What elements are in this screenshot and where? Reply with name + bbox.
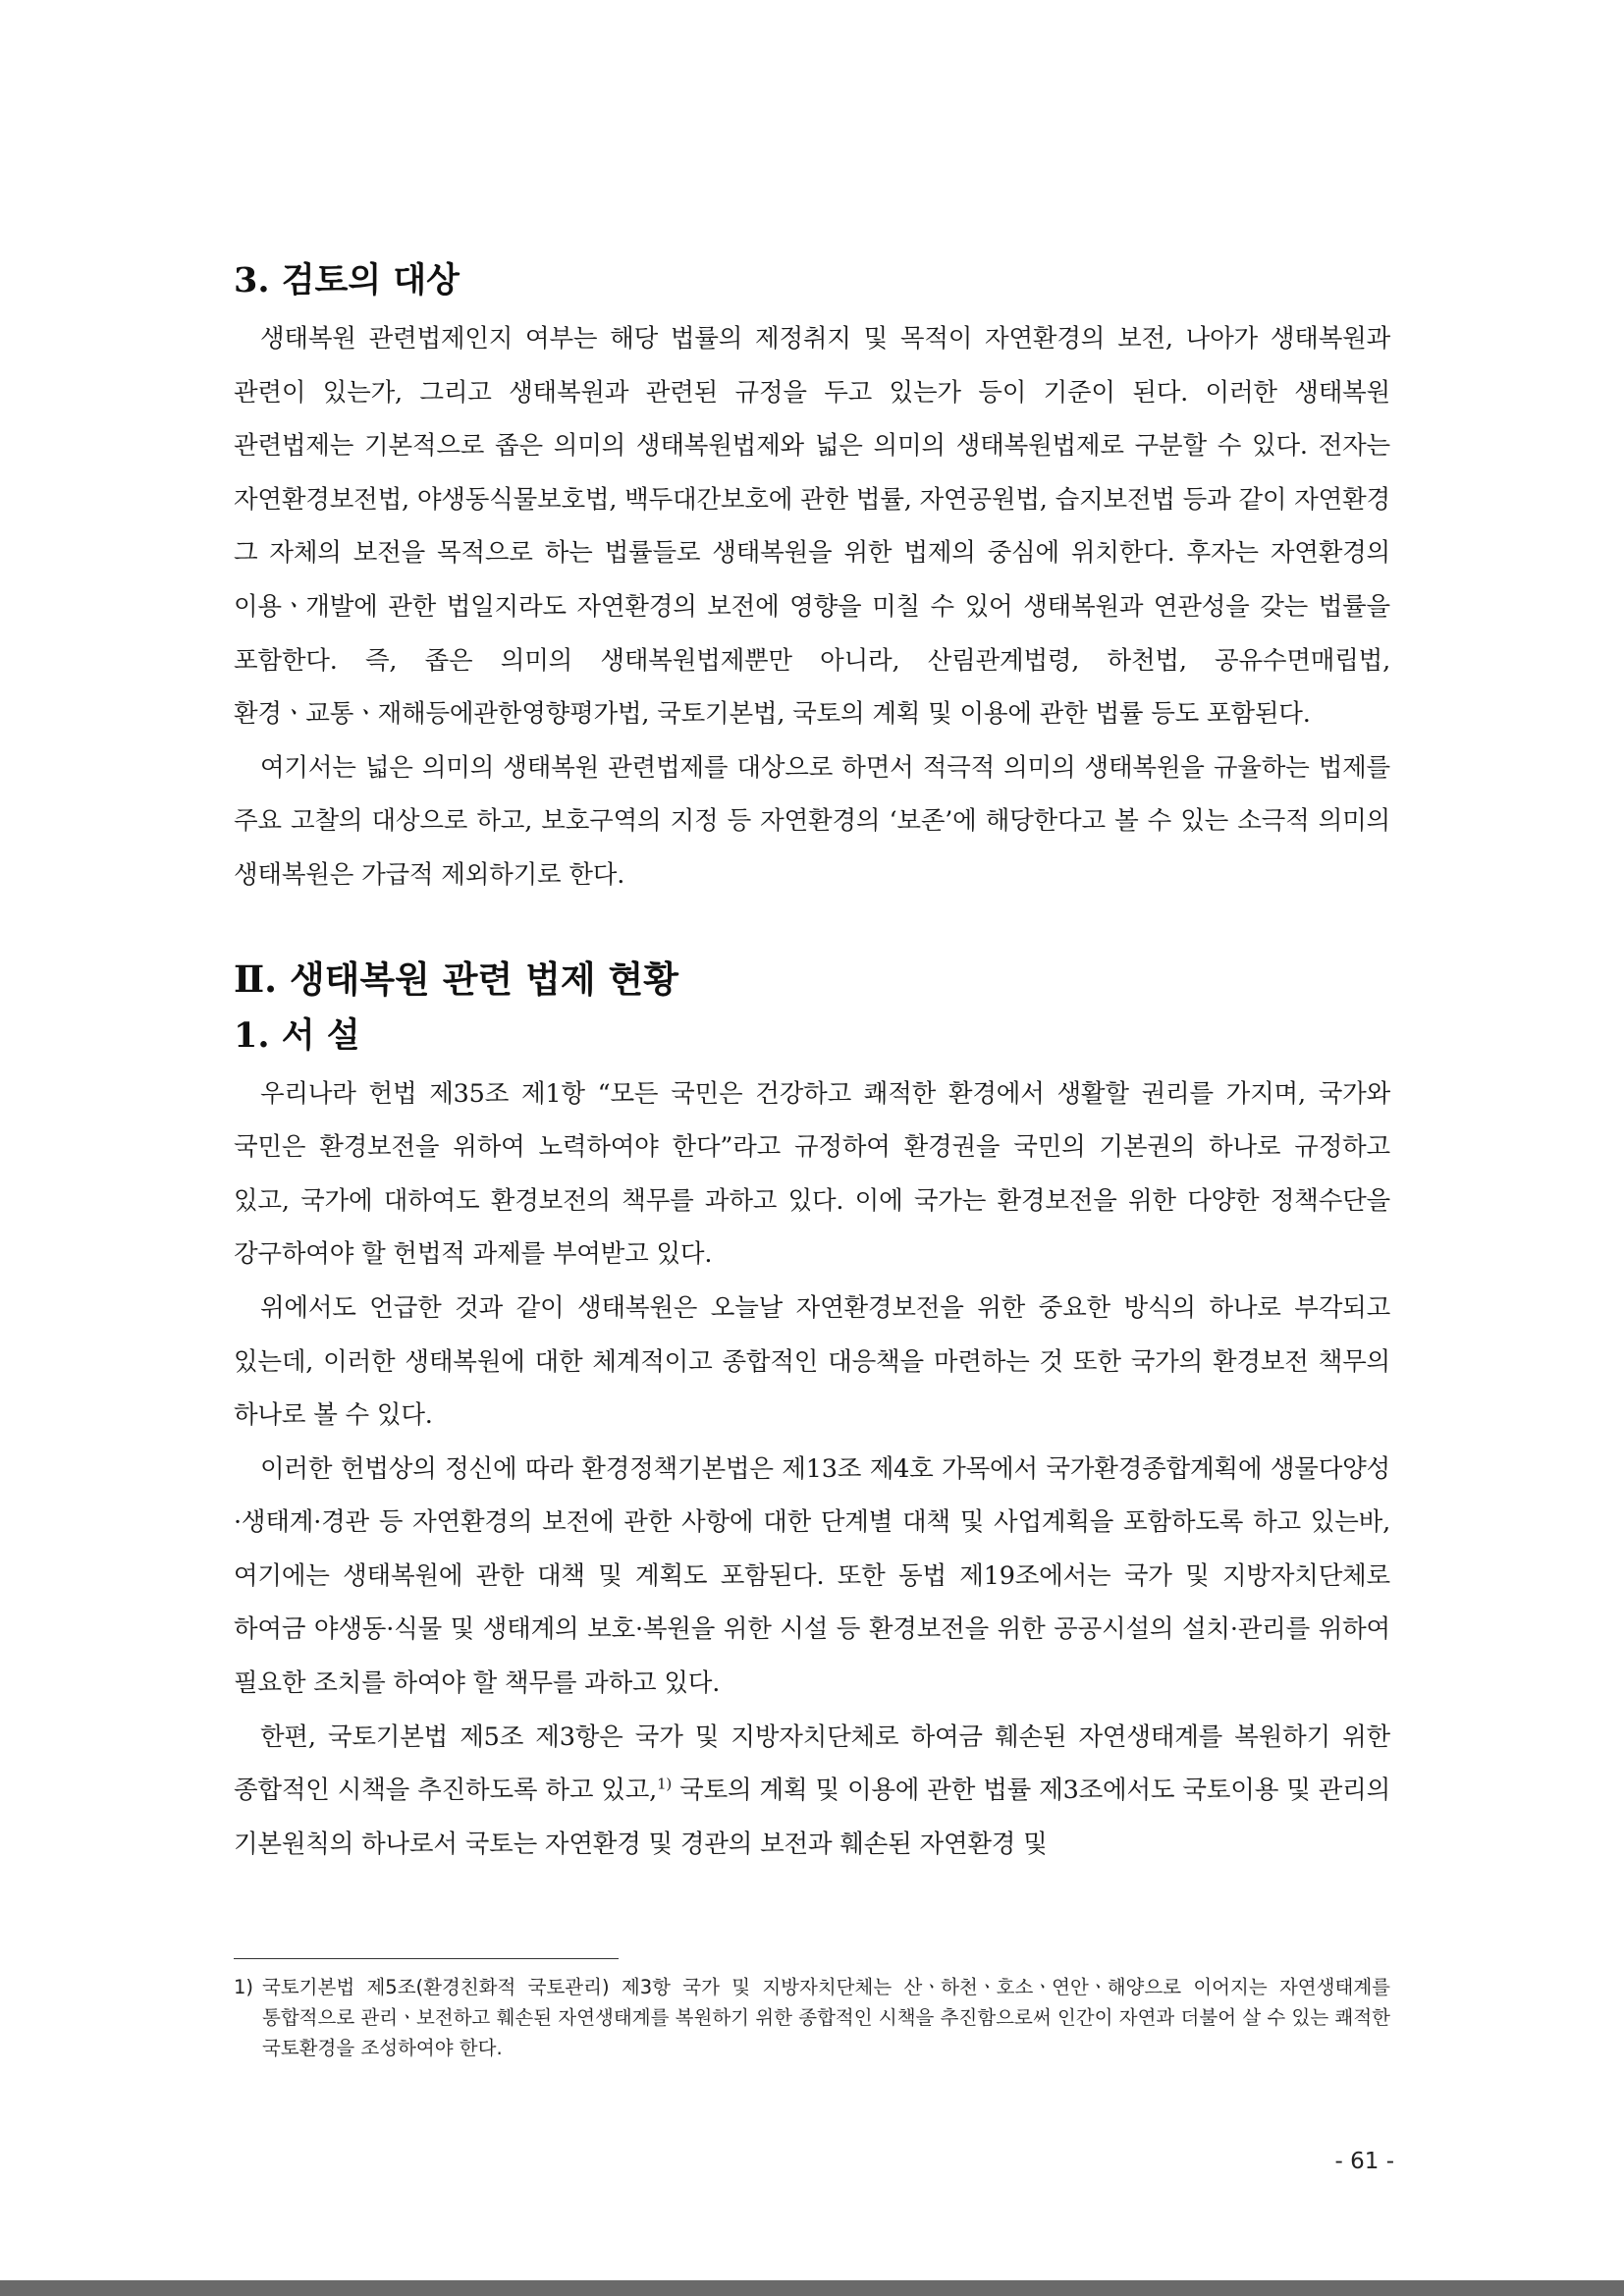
footnote-divider: [234, 1958, 619, 1959]
paragraph: [234, 1711, 1390, 1872]
section-heading-review-scope: 3. 검토의 대상: [234, 260, 460, 301]
paragraph: 우리나라 헌법 제35조 제1항 “모든 국민은 건강하고 쾌적한 환경에서 생활할 권리를 가지며, 국가와 국민은 환경보전을 위하여 노력하여야 한다”라고 규정하여 환경권을 국민의 기본권의 하나로 규정하고 있고, 국가에 대하여도 환경보전의 책무를 과하고 있다. 이에 국가는 환경보전을 위한 다양한 정책수단을 강구하여야 할 헌법적 과제를 부여받고 있다.: [234, 1078, 1390, 1270]
paragraph: 이러한 헌법상의 정신에 따라 환경정책기본법은 제13조 제4호 가목에서 국가환경종합계획에 생물다양성·생태계·경관 등 자연환경의 보전에 관한 사항에 대한 단계별 대책 및 사업계획을 포함하도록 하고 있는바, 여기에는 생태복원에 관한 대책 및 계획도 포함된다. 또한 동법 제19조에서는 국가 및 지방자치단체로 하여금 야생동·식물 및 생태계의 보호·복원을 위한 시설 등 환경보전을 위한 공공시설의 설치·관리를 위하여 필요한 조치를 하여야 할 책무를 과하고 있다.: [234, 1453, 1390, 1699]
footnote-number: 1): [234, 1976, 254, 1998]
footnote-text: 국토기본법 제5조(환경친화적 국토관리) 제3항 국가 및 지방자치단체는 산ㆍ하천ㆍ호소ㆍ연안ㆍ해양으로 이어지는 자연생태계를 통합적으로 관리ㆍ보전하고 훼손된 자연생태계를 복원하기 위한 종합적인 시책을 추진함으로써 인간이 자연과 더불어 살 수 있는 쾌적한 국토환경을 조성하여야 한다.: [262, 1976, 1390, 2059]
scan-edge-bar: [0, 2280, 1624, 2296]
footnote: [234, 1972, 1390, 2063]
chapter-heading: Ⅱ. 생태복원 관련 법제 현황: [234, 957, 679, 1001]
footnote-reference[interactable]: 1): [657, 1775, 673, 1793]
page-number: - 61 -: [1334, 2149, 1394, 2174]
paragraph-text: 국토의 계획 및 이용에 관한 법률 제3조에서도 국토이용 및 관리의 기본원칙의 하나로서 국토는 자연환경 및 경관의 보전과 훼손된 자연환경 및: [234, 1776, 1390, 1859]
paragraph: 위에서도 언급한 것과 같이 생태복원은 오늘날 자연환경보전을 위한 중요한 방식의 하나로 부각되고 있는데, 이러한 생태복원에 대한 체계적이고 종합적인 대응책을 마련하는 것 또한 국가의 환경보전 책무의 하나로 볼 수 있다.: [234, 1292, 1390, 1431]
page-body: [234, 257, 1390, 1871]
paragraph: 생태복원 관련법제인지 여부는 해당 법률의 제정취지 및 목적이 자연환경의 보전, 나아가 생태복원과 관련이 있는가, 그리고 생태복원과 관련된 규정을 두고 있는가 등이 기준이 된다. 이러한 생태복원 관련법제는 기본적으로 좁은 의미의 생태복원법제와 넓은 의미의 생태복원법제로 구분할 수 있다. 전자는 자연환경보전법, 야생동식물보호법, 백두대간보호에 관한 법률, 자연공원법, 습지보전법 등과 같이 자연환경 그 자체의 보전을 목적으로 하는 법률들로 생태복원을 위한 법제의 중심에 위치한다. 후자는 자연환경의 이용ㆍ개발에 관한 법일지라도 자연환경의 보전에 영향을 미칠 수 있어 생태복원과 연관성을 갖는 법률을 포함한다. 즉, 좁은 의미의 생태복원법제뿐만 아니라, 산림관계법령, 하천법, 공유수면매립법, 환경ㆍ교통ㆍ재해등에관한영향평가법, 국토기본법, 국토의 계획 및 이용에 관한 법률 등도 포함된다.: [234, 324, 1390, 730]
paragraph: 여기서는 넓은 의미의 생태복원 관련법제를 대상으로 하면서 적극적 의미의 생태복원을 규율하는 법제를 주요 고찰의 대상으로 하고, 보호구역의 지정 등 자연환경의 ‘보존’에 해당한다고 볼 수 있는 소극적 의미의 생태복원은 가급적 제외하기로 한다.: [234, 752, 1390, 890]
section-heading-introduction: 1. 서 설: [234, 1014, 360, 1056]
paragraph-text: 한편, 국토기본법 제5조 제3항은 국가 및 지방자치단체로 하여금 훼손된 자연생태계를 복원하기 위한 종합적인 시책을 추진하도록 하고 있고,: [234, 1722, 1390, 1806]
